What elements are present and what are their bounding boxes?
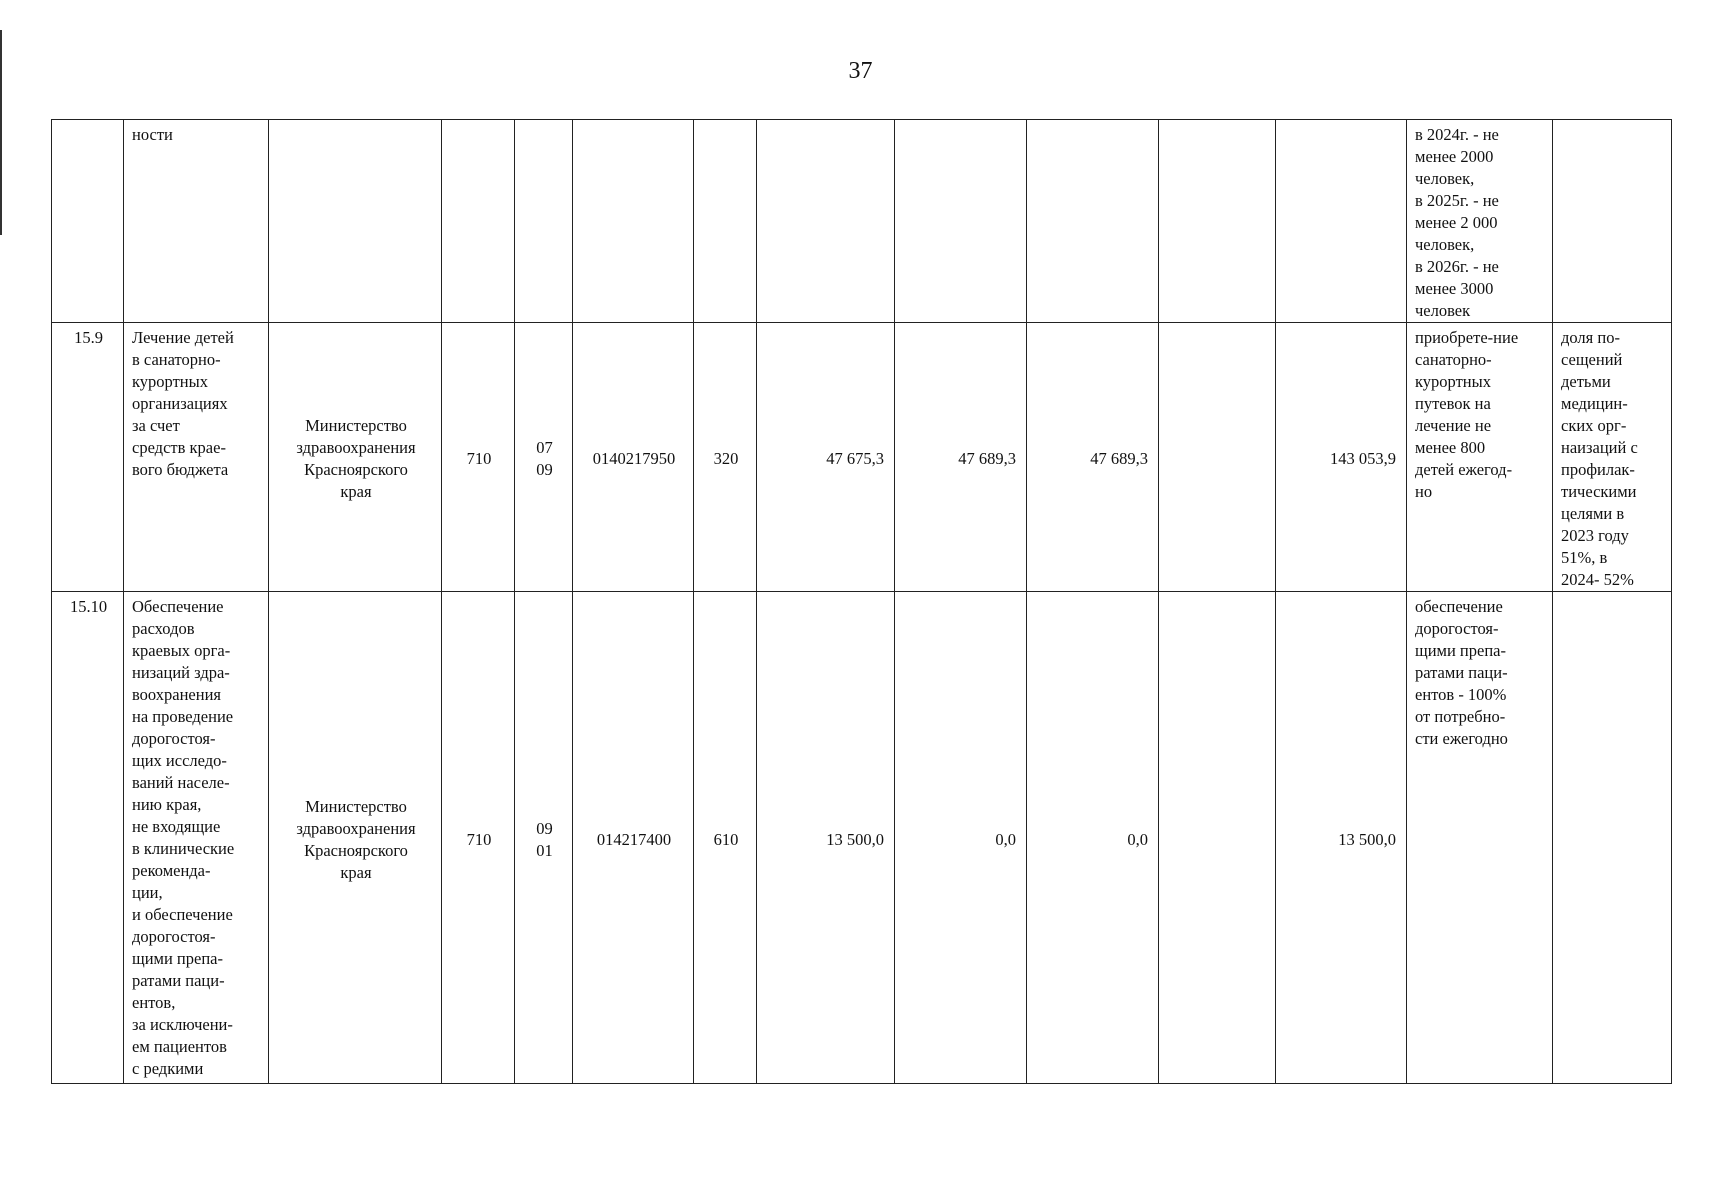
cell-indicator: доля по- сещений детьми медицин- ских орг- наизаций с профилак- тическими целями в 2023 году 51%, в 2024- 52% xyxy=(1553,323,1672,592)
cell-expected-result: приобрете-ние санаторно- курортных путевок на лечение не менее 800 детей ежегод- но xyxy=(1407,323,1553,592)
cell-grbs-code: 710 xyxy=(442,323,515,592)
cell-section-code: 09 01 xyxy=(515,592,573,1084)
cell-amount-2024: 47 675,3 xyxy=(757,323,895,592)
cell-empty-column xyxy=(1159,120,1276,323)
cell-amount-2024: 13 500,0 xyxy=(757,592,895,1084)
cell-number: 15.9 xyxy=(52,323,124,592)
cell-activity-name: ности xyxy=(124,120,269,323)
cell-target-article: 0140217950 xyxy=(573,323,694,592)
cell-ministry: Министерство здравоохранения Красноярского края xyxy=(269,592,442,1084)
cell-grbs-code: 710 xyxy=(442,592,515,1084)
cell-ministry: Министерство здравоохранения Красноярского края xyxy=(269,323,442,592)
cell-amount-2026: 0,0 xyxy=(1027,592,1159,1084)
cell-section-code xyxy=(515,120,573,323)
program-activities-table xyxy=(51,119,1672,1084)
cell-expense-type: 610 xyxy=(694,592,757,1084)
cell-expected-result: в 2024г. - не менее 2000 человек, в 2025г. - не менее 2 000 человек, в 2026г. - не менее 3000 человек xyxy=(1407,120,1553,323)
cell-empty-column xyxy=(1159,592,1276,1084)
table-row xyxy=(52,120,1672,323)
cell-number xyxy=(52,120,124,323)
cell-amount-2024 xyxy=(757,120,895,323)
cell-amount-2025 xyxy=(895,120,1027,323)
table-row xyxy=(52,592,1672,1084)
cell-indicator xyxy=(1553,592,1672,1084)
cell-total xyxy=(1276,120,1407,323)
cell-expense-type: 320 xyxy=(694,323,757,592)
cell-target-article: 014217400 xyxy=(573,592,694,1084)
cell-amount-2025: 47 689,3 xyxy=(895,323,1027,592)
page-number: 37 xyxy=(848,58,873,84)
cell-grbs-code xyxy=(442,120,515,323)
cell-expected-result: обеспечение дорогостоя- щими препа- ратами паци- ентов - 100% от потребно- сти ежегодно xyxy=(1407,592,1553,1084)
cell-expense-type xyxy=(694,120,757,323)
table-row xyxy=(52,323,1672,592)
cell-target-article xyxy=(573,120,694,323)
cell-total: 143 053,9 xyxy=(1276,323,1407,592)
scan-margin-line xyxy=(0,30,2,235)
cell-empty-column xyxy=(1159,323,1276,592)
cell-total: 13 500,0 xyxy=(1276,592,1407,1084)
cell-amount-2025: 0,0 xyxy=(895,592,1027,1084)
cell-ministry xyxy=(269,120,442,323)
cell-number: 15.10 xyxy=(52,592,124,1084)
cell-activity-name: Обеспечение расходов краевых орга- низаций здра- воохранения на проведение дорогостоя- щих исследо- ваний населе- нию края, не входящие в клинические рекоменда- ции, и обеспечение дорогостоя- щими препа- ратами паци- ентов, за исключени- ем пациентов с редкими xyxy=(124,592,269,1084)
cell-activity-name: Лечение детей в санаторно- курортных организациях за счет средств крае- вого бюджета xyxy=(124,323,269,592)
cell-amount-2026 xyxy=(1027,120,1159,323)
cell-indicator xyxy=(1553,120,1672,323)
cell-section-code: 07 09 xyxy=(515,323,573,592)
cell-amount-2026: 47 689,3 xyxy=(1027,323,1159,592)
